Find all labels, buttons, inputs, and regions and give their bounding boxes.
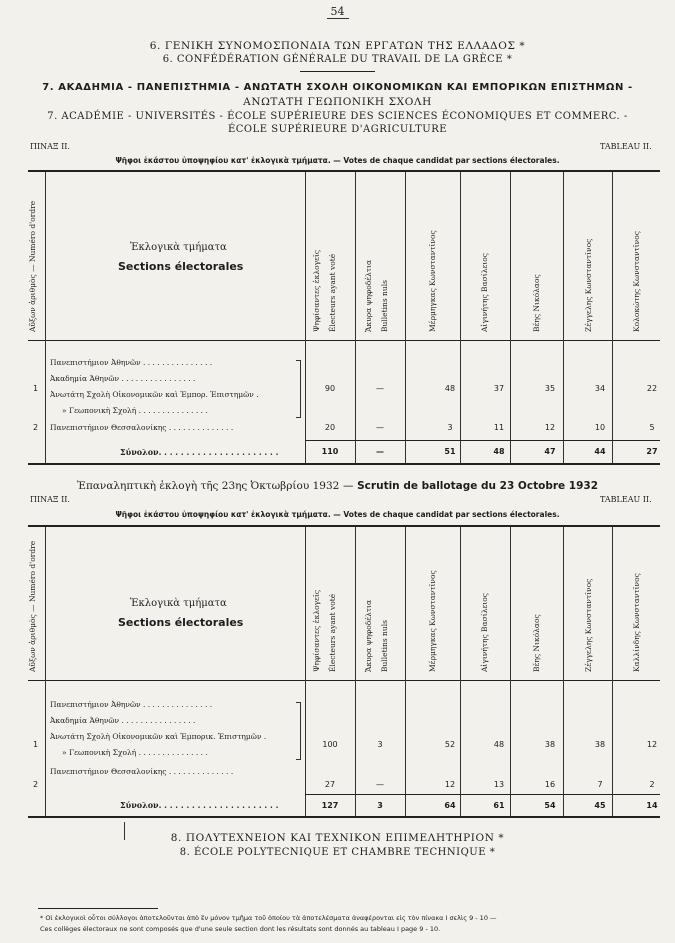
total-row-label: Σύνολον. . . . . . . . . . . . . . . . . . . . . . bbox=[120, 800, 279, 810]
col-divider bbox=[563, 172, 564, 463]
section6-title-french: 6. CONFÉDÉRATION GÉNÉRALE DU TRAVAIL DE LA GRÈCE * bbox=[162, 54, 513, 65]
table-bottom-rule bbox=[28, 463, 660, 465]
page-number: 54 bbox=[0, 5, 675, 18]
footnote-rule bbox=[38, 908, 158, 909]
row-number: 2 bbox=[33, 423, 39, 432]
cell-total-invalid: — bbox=[376, 447, 384, 456]
footnote-french: Ces collèges électoraux ne sont composés que d'une seule section dont les résultats sont donnés au tableau I page 9 - 10. bbox=[40, 925, 441, 933]
col-divider bbox=[612, 172, 613, 463]
cell-total-votes: 44 bbox=[594, 447, 606, 456]
col-divider bbox=[45, 527, 46, 816]
table-header-rule bbox=[28, 340, 660, 341]
cell-total-votes: 27 bbox=[646, 447, 658, 456]
candidate-header: Κολοκώτης Κωνσταντῖνος bbox=[632, 231, 641, 332]
section8-title-greek: 8. ΠΟΛΥΤΕΧΝΕΙΟΝ ΚΑΙ ΤΕΧΝΙΚΟΝ ΕΠΙΜΕΛΗΤΗΡΙΟΝ * bbox=[170, 832, 505, 844]
col-divider bbox=[460, 172, 461, 463]
cell-votes: 48 bbox=[444, 384, 456, 393]
cell-votes: 3 bbox=[447, 423, 453, 432]
cell-total-votes: 45 bbox=[594, 801, 606, 810]
candidate-header: Βέης Νικόλαος bbox=[532, 614, 541, 672]
sections-header-french: Sections électorales bbox=[118, 616, 244, 629]
row-number: 1 bbox=[33, 740, 39, 749]
voters-header-greek: Ψηφίσαντες ἐκλογεῖς bbox=[312, 249, 321, 332]
col-divider bbox=[510, 172, 511, 463]
col-divider bbox=[460, 527, 461, 816]
sections-header-greek: Ἐκλογικὰ τμήματα bbox=[130, 242, 227, 253]
section-row-label: Ἀνωτάτη Σχολὴ Οἰκονομικῶν καὶ Ἐμπορ. Ἐπιστημῶν . bbox=[50, 390, 259, 399]
col-divider bbox=[355, 527, 356, 816]
table-header-rule bbox=[28, 680, 660, 681]
cell-total-votes: 51 bbox=[444, 447, 456, 456]
section-row-label: Πανεπιστήμιον Ἀθηνῶν . . . . . . . . . . . . . . . bbox=[50, 700, 213, 709]
cell-votes: 11 bbox=[493, 423, 505, 432]
total-rule bbox=[305, 440, 660, 441]
ballotage-title: Ἐπαναληπτικὴ ἐκλογὴ τῆς 23ης Ὀκτωβρίου 1932 — Scrutin de ballotage du 23 Octobre 1932 bbox=[76, 480, 599, 492]
table-bottom-rule bbox=[28, 816, 660, 818]
candidate-header: Μέρμηγκας Κωνσταντῖνος bbox=[428, 570, 437, 672]
cell-total-voters: 127 bbox=[321, 801, 339, 810]
cell-votes: 10 bbox=[594, 423, 606, 432]
section-row-label: Ἀκαδημία Ἀθηνῶν . . . . . . . . . . . . . . . . bbox=[50, 374, 196, 383]
section8-title-french: 8. ÉCOLE POLYTECNIQUE ET CHAMBRE TECHNIQUE * bbox=[179, 847, 496, 858]
cell-votes: 37 bbox=[493, 384, 505, 393]
col-divider bbox=[355, 172, 356, 463]
cell-votes: 48 bbox=[493, 740, 505, 749]
cell-votes: 22 bbox=[646, 384, 658, 393]
cell-voters: 20 bbox=[324, 423, 336, 432]
cell-votes: 52 bbox=[444, 740, 456, 749]
pinax-label: ΠΙΝΑΞ ΙΙ. bbox=[30, 142, 70, 151]
table-top-rule bbox=[28, 525, 660, 527]
col-divider bbox=[612, 527, 613, 816]
section-row-label: » Γεωπονικὴ Σχολή . . . . . . . . . . . . . . . bbox=[62, 748, 208, 757]
cell-votes: 2 bbox=[649, 780, 655, 789]
cell-votes: 12 bbox=[646, 740, 658, 749]
cell-invalid: — bbox=[376, 780, 384, 789]
cell-votes: 35 bbox=[544, 384, 556, 393]
cell-total-votes: 54 bbox=[544, 801, 556, 810]
invalid-header-greek: Ἄκυρα ψηφοδέλτια bbox=[364, 259, 373, 332]
section7-title-greek-2: ΑΝΩΤΑΤΗ ΓΕΩΠΟΝΙΚΗ ΣΧΟΛΗ bbox=[243, 96, 432, 108]
voters-header-french: Électeurs ayant voté bbox=[328, 253, 337, 332]
pinax-label: ΠΙΝΑΞ ΙΙ. bbox=[30, 495, 70, 504]
candidate-header: Ζέγγελης Κωνσταντῖνος bbox=[584, 238, 593, 332]
sections-header-french: Sections électorales bbox=[118, 260, 244, 273]
footnote-greek: * Οἱ ἐκλογικοὶ οὗτοι σύλλογοι ἀποτελοῦνται ἀπὸ ἓν μόνον τμῆμα τοῦ ὁποίου τὰ ἀποτελέσματα ἀναφέρονται εἰς τὸν πίνακα Ι σελὶς 9 - 10 — bbox=[40, 914, 497, 922]
voters-header-greek: Ψηφίσαντες ἐκλογεῖς bbox=[312, 589, 321, 672]
divider bbox=[300, 71, 375, 72]
cell-votes: 13 bbox=[493, 780, 505, 789]
invalid-header-french: Bulletins nuls bbox=[380, 620, 389, 672]
cell-total-votes: 61 bbox=[493, 801, 505, 810]
cell-invalid: 3 bbox=[377, 740, 383, 749]
cell-voters: 27 bbox=[324, 780, 336, 789]
section-row-label: Πανεπιστήμιον Θεσσαλονίκης . . . . . . . . . . . . . . bbox=[50, 767, 234, 776]
section-row-label: Ἀνωτάτη Σχολὴ Οἰκονομικῶν καὶ Ἐμπορικ. Ἐπιστημῶν . bbox=[50, 732, 267, 741]
cell-votes: 38 bbox=[594, 740, 606, 749]
row-group-brace bbox=[296, 702, 301, 760]
cell-voters: 100 bbox=[322, 740, 338, 749]
invalid-header-greek: Ἄκυρα ψηφοδέλτια bbox=[364, 599, 373, 672]
col-divider bbox=[405, 527, 406, 816]
candidate-header: Βέης Νικόλαος bbox=[532, 274, 541, 332]
invalid-header-french: Bulletins nuls bbox=[380, 280, 389, 332]
col-divider bbox=[45, 172, 46, 463]
col-divider bbox=[405, 172, 406, 463]
cell-votes: 5 bbox=[649, 423, 655, 432]
section7-title-french-1: 7. ACADÉMIE - UNIVERSITÉS - ÉCOLE SUPÉRIEURE DES SCIENCES ÉCONOMIQUES ET COMMERC. - bbox=[47, 111, 628, 122]
sections-header-greek: Ἐκλογικὰ τμήματα bbox=[130, 598, 227, 609]
cell-total-invalid: 3 bbox=[377, 801, 383, 810]
cell-votes: 16 bbox=[544, 780, 556, 789]
section7-title-greek-1: 7. ΑΚΑΔΗΜΙΑ - ΠΑΝΕΠΙΣΤΗΜΙΑ - ΑΝΩΤΑΤΗ ΣΧΟΛΗ ΟΙΚΟΝΟΜΙΚΩΝ ΚΑΙ ΕΜΠΟΡΙΚΩΝ ΕΠΙΣΤΗΜΩΝ - bbox=[42, 82, 633, 93]
section-row-label: Πανεπιστήμιον Θεσσαλονίκης . . . . . . . . . . . . . . bbox=[50, 423, 234, 432]
cell-votes: 34 bbox=[594, 384, 606, 393]
candidate-header: Αἰγινήτης Βασίλειος bbox=[480, 593, 489, 672]
candidate-header: Αἰγινήτης Βασίλειος bbox=[480, 253, 489, 332]
candidate-header: Μέρμηγκας Κωνσταντῖνος bbox=[428, 230, 437, 332]
cell-invalid: — bbox=[376, 384, 384, 393]
row-number: 2 bbox=[33, 780, 39, 789]
col-divider bbox=[510, 527, 511, 816]
row-number: 1 bbox=[33, 384, 39, 393]
cell-votes: 12 bbox=[444, 780, 456, 789]
tableau-label: TABLEAU II. bbox=[600, 495, 652, 504]
cell-total-votes: 64 bbox=[444, 801, 456, 810]
cell-votes: 7 bbox=[597, 780, 603, 789]
tableau-label: TABLEAU II. bbox=[600, 142, 652, 151]
total-row-label: Σύνολον. . . . . . . . . . . . . . . . . . . . . . bbox=[120, 447, 279, 457]
cell-voters: 90 bbox=[324, 384, 336, 393]
col-divider bbox=[563, 527, 564, 816]
cell-votes: 12 bbox=[544, 423, 556, 432]
section-row-label: Πανεπιστήμιον Ἀθηνῶν . . . . . . . . . . . . . . . bbox=[50, 358, 213, 367]
total-rule bbox=[305, 794, 660, 795]
voters-header-french: Électeurs ayant voté bbox=[328, 593, 337, 672]
cell-total-votes: 14 bbox=[646, 801, 658, 810]
cell-total-votes: 48 bbox=[493, 447, 505, 456]
table-subtitle: Ψῆφοι ἑκάστου ὑποψηφίου κατ' ἐκλογικὰ τμήματα. — Votes de chaque candidat par sections électorales. bbox=[115, 510, 560, 519]
section6-title-greek: 6. ΓΕΝΙΚΗ ΣΥΝΟΜΟΣΠΟΝΔΙΑ ΤΩΝ ΕΡΓΑΤΩΝ ΤΗΣ ΕΛΛΑΔΟΣ * bbox=[149, 40, 526, 52]
candidate-header: Καλλίνδης Κωνσταντῖνος bbox=[632, 573, 641, 672]
section-row-label: Ἀκαδημία Ἀθηνῶν . . . . . . . . . . . . . . . . bbox=[50, 716, 196, 725]
col-divider bbox=[305, 172, 306, 463]
cell-total-votes: 47 bbox=[544, 447, 556, 456]
section7-title-french-2: ÉCOLE SUPÉRIEURE D'AGRICULTURE bbox=[227, 124, 448, 135]
cell-total-voters: 110 bbox=[321, 447, 339, 456]
row-group-brace bbox=[296, 360, 301, 418]
section-row-label: » Γεωπονικὴ Σχολή . . . . . . . . . . . . . . . bbox=[62, 406, 208, 415]
candidate-header: Ζέγγελης Κωνσταντῖνος bbox=[584, 578, 593, 672]
col-divider bbox=[305, 527, 306, 816]
table-top-rule bbox=[28, 170, 660, 172]
table-subtitle: Ψῆφοι ἑκάστου ὑποψηφίου κατ' ἐκλογικὰ τμήματα. — Votes de chaque candidat par sections électorales. bbox=[115, 156, 560, 165]
cell-invalid: — bbox=[376, 423, 384, 432]
cell-votes: 38 bbox=[544, 740, 556, 749]
order-number-header: Αὔξων ἀριθμὸς — Numéro d'ordre bbox=[28, 540, 37, 672]
order-number-header: Αὔξων ἀριθμὸς — Numéro d'ordre bbox=[28, 200, 37, 332]
